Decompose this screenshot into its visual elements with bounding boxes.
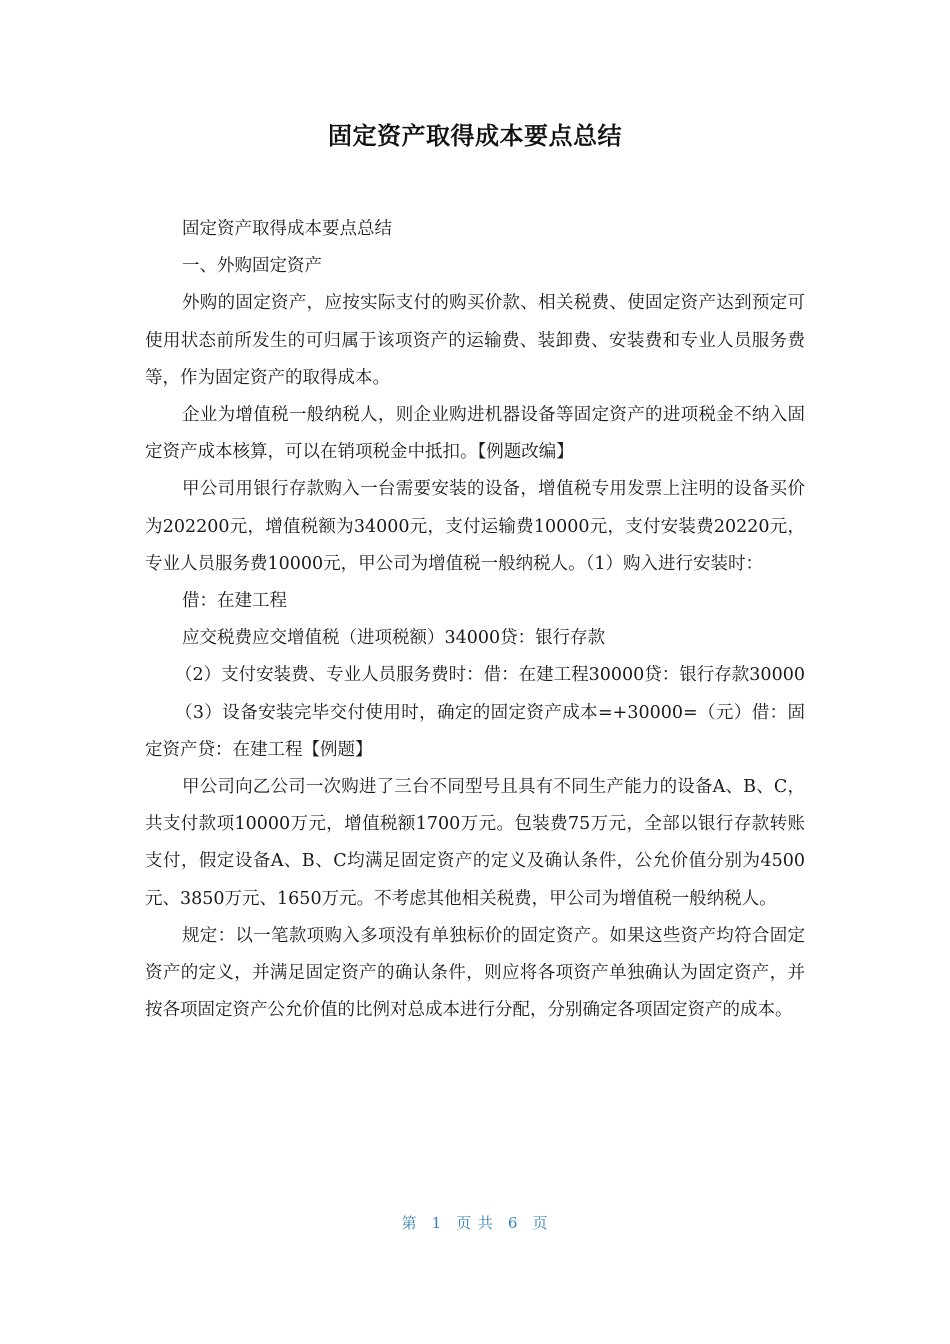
document-title: 固定资产取得成本要点总结 <box>328 122 622 150</box>
section-heading: 一、外购固定资产 <box>182 256 322 277</box>
journal-entry-line: （2）支付安装费、专业人员服务费时：借：在建工程30000贷：银行存款30000 <box>175 665 805 686</box>
paragraph: 企业为增值税一般纳税人，则企业购进机器设备等固定资产的进项税金不纳入固定资产成本核算，可以在销项税金中抵扣。【例题改编】 <box>145 405 805 463</box>
footer-total-pages: 6 <box>507 1214 519 1232</box>
paragraph: 外购的固定资产，应按实际支付的购买价款、相关税费、使固定资产达到预定可使用状态前所发生的可归属于该项资产的运输费、装卸费、安装费和专业人员服务费等，作为固定资产的取得成本。 <box>145 293 805 388</box>
footer-label-pages: 页 <box>532 1214 549 1232</box>
document-body <box>145 211 805 1029</box>
paragraph: 规定：以一笔款项购入多项没有单独标价的固定资产。如果这些资产均符合固定资产的定义，并满足固定资产的确认条件，则应将各项资产单独确认为固定资产，并按各项固定资产公允价值的比例对总成本进行分配，分别确定各项固定资产的成本。 <box>145 925 805 1021</box>
journal-entry-line: 应交税费应交增值税（进项税额）34000贷：银行存款 <box>182 628 606 649</box>
footer-current-page: 1 <box>431 1214 443 1232</box>
paragraph-heading: 固定资产取得成本要点总结 <box>182 219 392 239</box>
journal-entry-line: （3）设备安装完毕交付使用时，确定的固定资产成本=+30000=（元）借：固定资产贷：在建工程【例题】 <box>145 702 805 760</box>
paragraph: 甲公司向乙公司一次购进了三台不同型号且具有不同生产能力的设备A、B、C，共支付款项10000万元，增值税额1700万元。包装费75万元，全部以银行存款转账支付，假定设备A、B、C均满足固定资产的定义及确认条件，公允价值分别为4500元、3850万元、1650万元。不考虑其他相关税费，甲公司为增值税一般纳税人。 <box>145 777 805 909</box>
paragraph: 甲公司用银行存款购入一台需要安装的设备，增值税专用发票上注明的设备买价为202200元，增值税额为34000元，支付运输费10000元，支付安装费20220元，专业人员服务费10000元，甲公司为增值税一般纳税人。（1）购入进行安装时： <box>145 479 805 574</box>
page-footer <box>0 1212 950 1233</box>
journal-entry-line: 借：在建工程 <box>182 591 287 612</box>
footer-label-page: 第 <box>401 1214 418 1232</box>
footer-label-of: 页 共 <box>456 1214 494 1232</box>
